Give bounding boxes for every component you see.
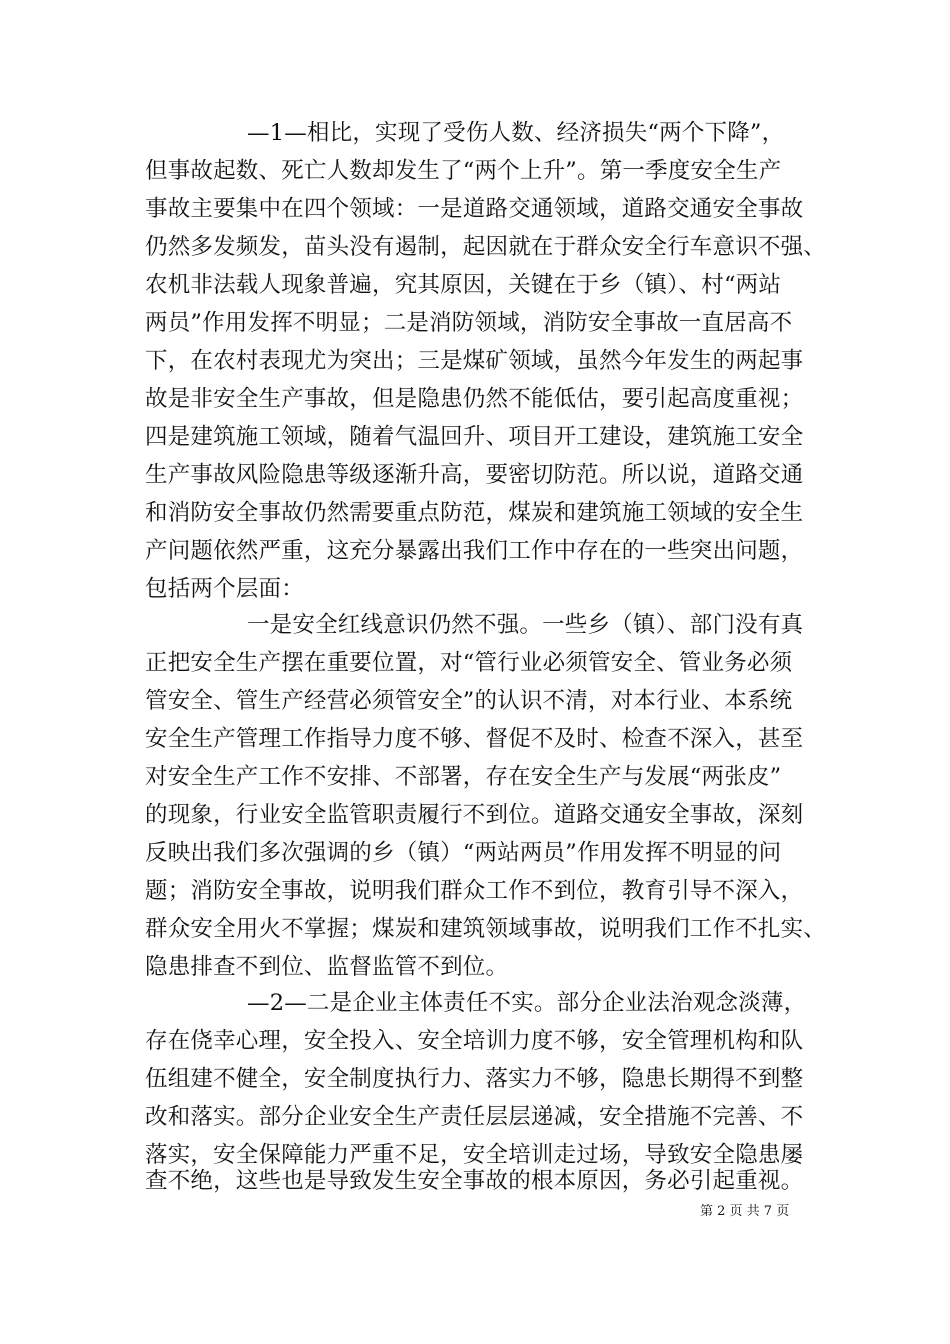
text-line: —2—二是企业主体责任不实。部分企业法治观念淡薄， xyxy=(247,990,807,1016)
text-line: 对安全生产工作不安排、不部署，存在安全生产与发展“两张皮” xyxy=(145,764,782,790)
page-number: 第 2 页 共 7 页 xyxy=(700,1204,790,1219)
text-line: 两员”作用发挥不明显；二是消防领域，消防安全事故一直居高不 xyxy=(145,310,793,336)
text-line: 的现象，行业安全监管职责履行不到位。道路交通安全事故，深刻 xyxy=(145,802,804,828)
text-line: 改和落实。部分企业安全生产责任层层递减，安全措施不完善、不 xyxy=(145,1104,804,1130)
text-line: 和消防安全事故仍然需要重点防范，煤炭和建筑施工领域的安全生 xyxy=(145,500,804,526)
text-line: 落实，安全保障能力严重不足，安全培训走过场，导致安全隐患屡 xyxy=(145,1142,804,1168)
text-line: 下，在农村表现尤为突出；三是煤矿领域，虽然今年发生的两起事 xyxy=(145,348,804,374)
text-line: 一是安全红线意识仍然不强。一些乡（镇）、部门没有真 xyxy=(247,612,804,638)
text-line: 但事故起数、死亡人数却发生了“两个上升”。第一季度安全生产 xyxy=(145,158,782,184)
text-line: 农机非法载人现象普遍，究其原因，关键在于乡（镇）、村“两站 xyxy=(145,272,782,298)
text-line: 产问题依然严重，这充分暴露出我们工作中存在的一些突出问题， xyxy=(145,538,804,564)
text-line: 反映出我们多次强调的乡（镇）“两站两员”作用发挥不明显的问 xyxy=(145,840,782,866)
text-line: —1—相比，实现了受伤人数、经济损失“两个下降”， xyxy=(247,120,785,146)
text-line: 查不绝，这些也是导致发生安全事故的根本原因，务必引起重视。 xyxy=(145,1168,804,1194)
text-line: 事故主要集中在四个领域：一是道路交通领域，道路交通安全事故 xyxy=(145,196,804,222)
text-line: 存在侥幸心理，安全投入、安全培训力度不够，安全管理机构和队 xyxy=(145,1028,804,1054)
text-line: 包括两个层面： xyxy=(145,576,304,602)
text-line: 伍组建不健全，安全制度执行力、落实力不够，隐患长期得不到整 xyxy=(145,1066,804,1092)
text-line: 仍然多发频发，苗头没有遏制，起因就在于群众安全行车意识不强、 xyxy=(145,234,827,260)
text-line: 故是非安全生产事故，但是隐患仍然不能低估，要引起高度重视； xyxy=(145,386,804,412)
text-line: 生产事故风险隐患等级逐渐升高，要密切防范。所以说，道路交通 xyxy=(145,462,804,488)
text-line: 四是建筑施工领域，随着气温回升、项目开工建设，建筑施工安全 xyxy=(145,424,804,450)
text-line: 隐患排查不到位、监督监管不到位。 xyxy=(145,954,509,980)
text-line: 正把安全生产摆在重要位置，对“管行业必须管安全、管业务必须 xyxy=(145,650,793,676)
text-line: 安全生产管理工作指导力度不够、督促不及时、检查不深入，甚至 xyxy=(145,726,804,752)
text-line: 题；消防安全事故，说明我们群众工作不到位，教育引导不深入， xyxy=(145,878,804,904)
text-line: 群众安全用火不掌握；煤炭和建筑领域事故，说明我们工作不扎实、 xyxy=(145,916,827,942)
text-line: 管安全、管生产经营必须管安全”的认识不清，对本行业、本系统 xyxy=(145,688,793,714)
